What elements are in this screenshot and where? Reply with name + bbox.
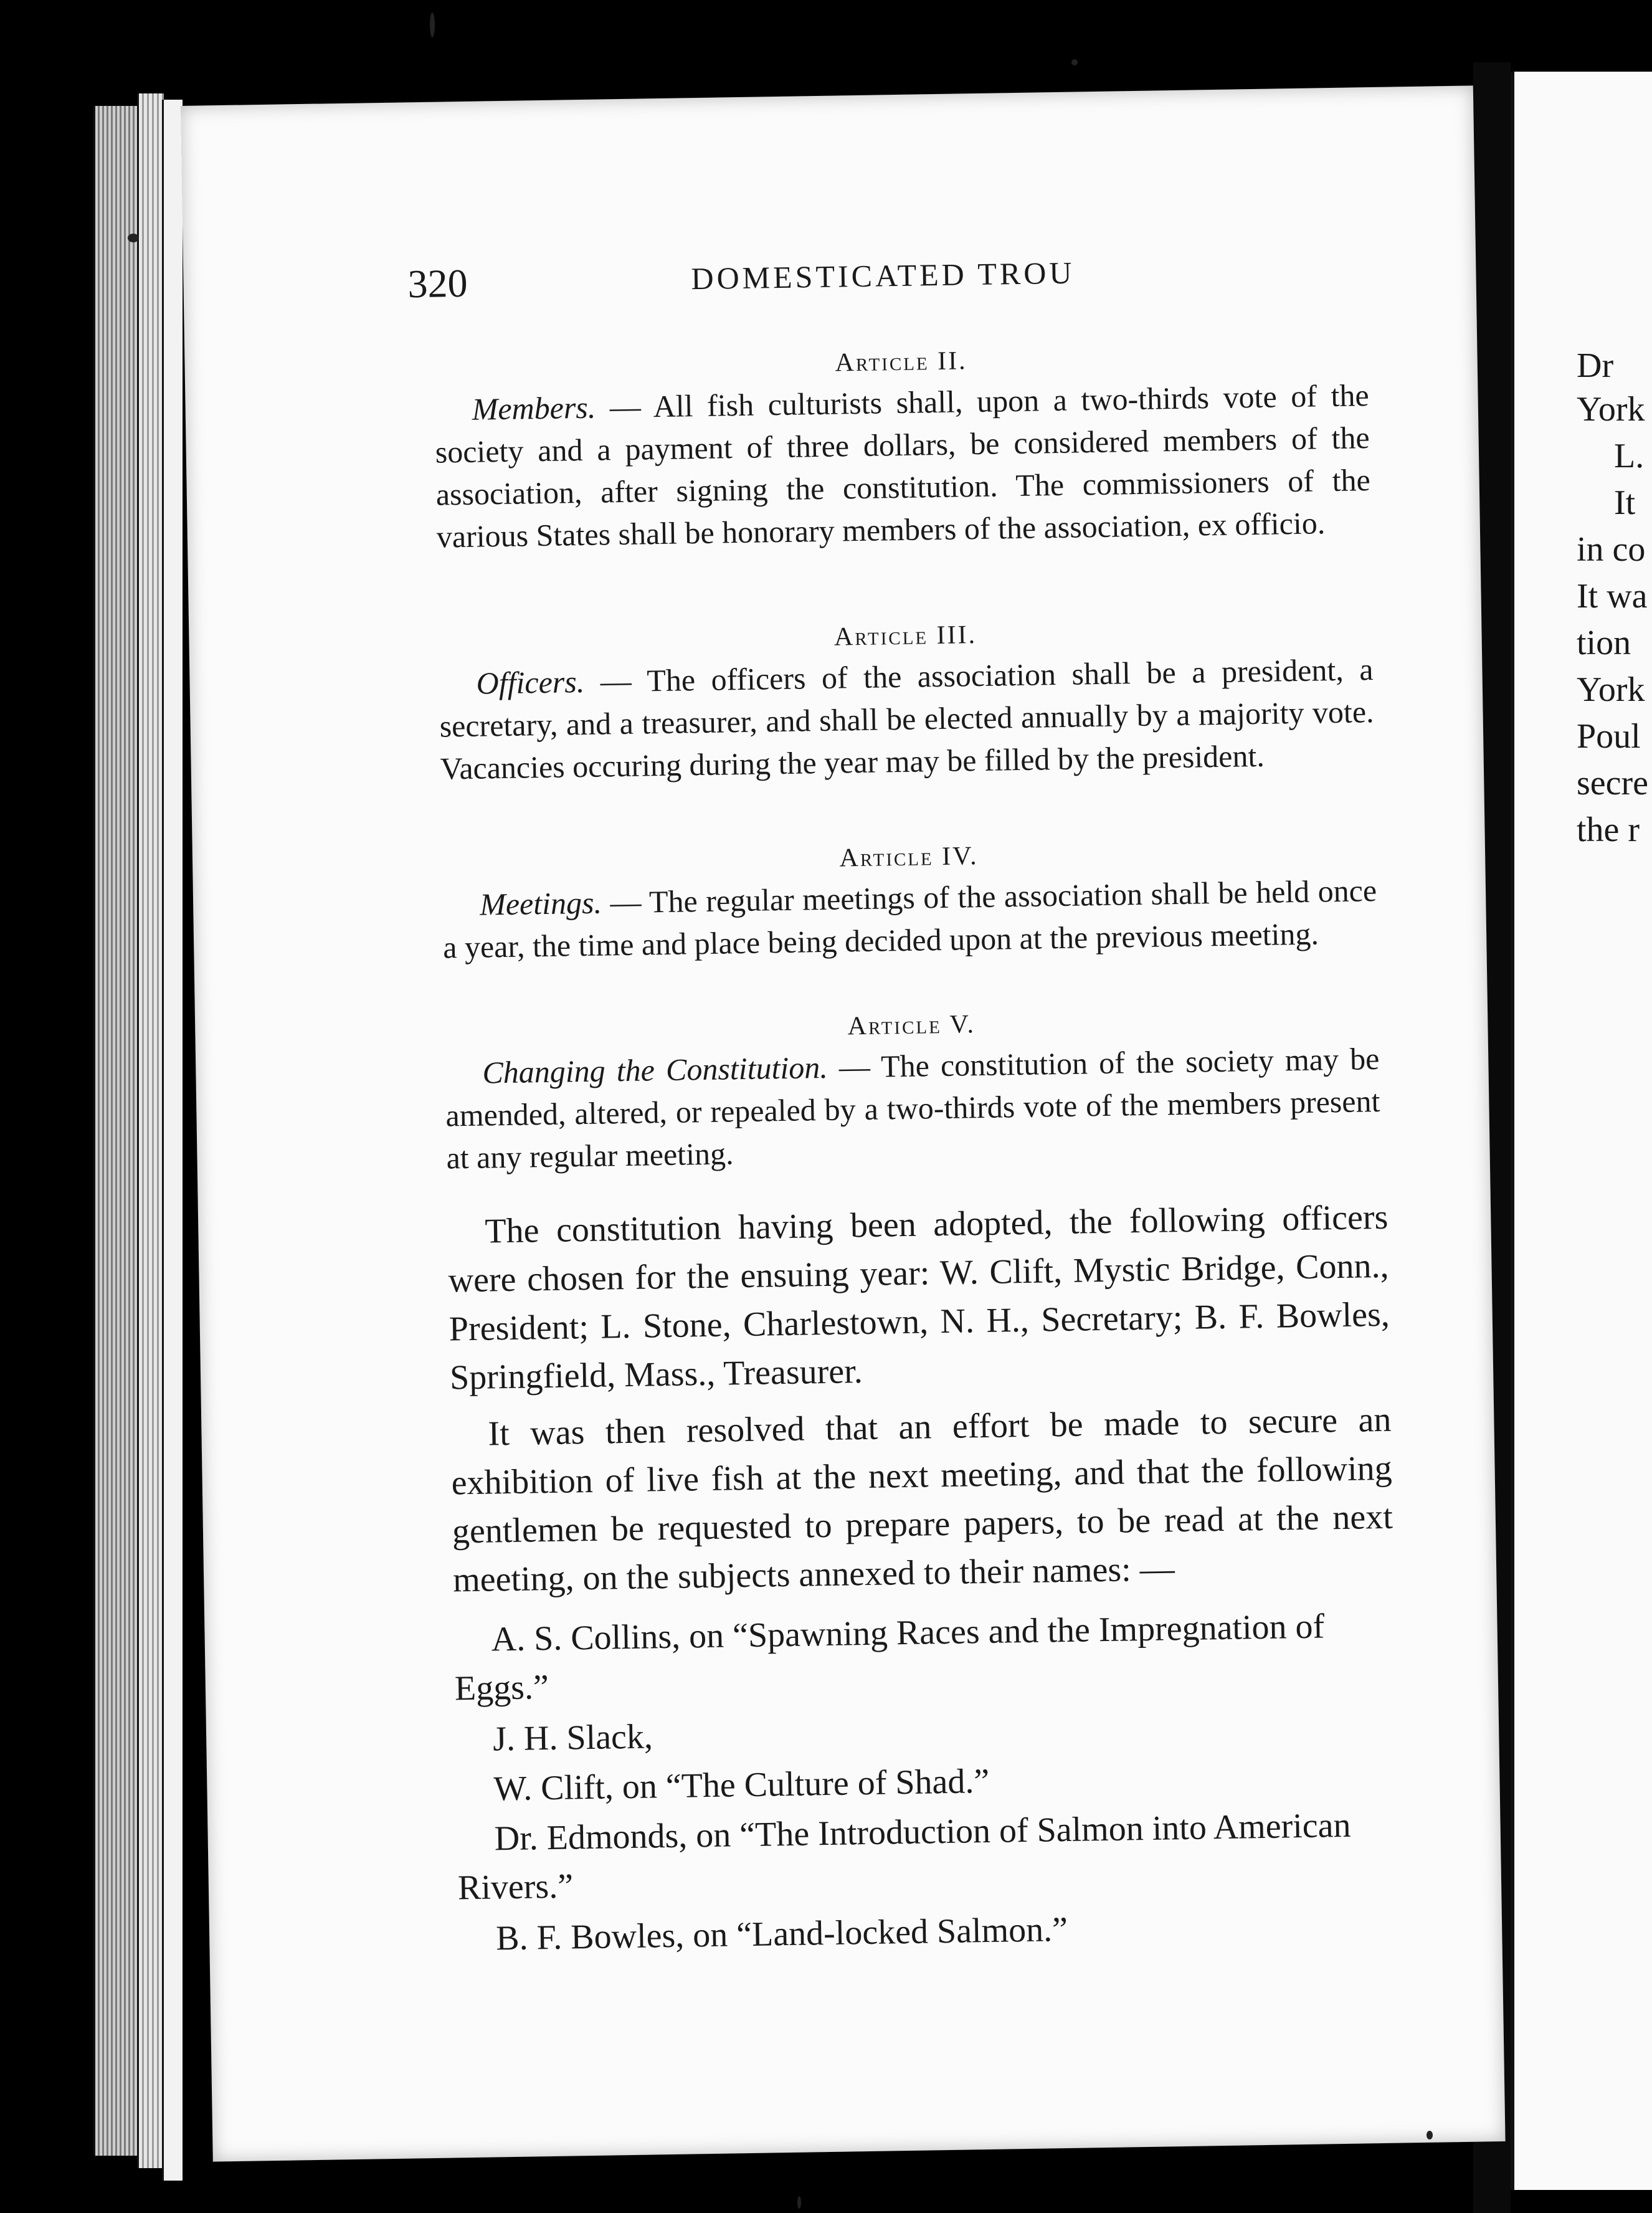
- article-lead: Meetings.: [479, 885, 602, 922]
- right-page-line: L.: [1614, 437, 1645, 475]
- right-page-line: York: [1577, 390, 1645, 429]
- right-page-line: secre: [1577, 764, 1649, 802]
- article-text: — The officers of the association shall be a president, a secretary, and a treasurer, and shall be elected annually by a majority vote. Vacancies occuring during the year may be filled by the president.: [439, 652, 1374, 786]
- paper-list-item: Dr. Edmonds, on “The Introduction of Salmon into American Rivers.”: [457, 1806, 1351, 1908]
- article-lead: Changing the Constitution.: [482, 1049, 828, 1090]
- right-page-line: tion: [1577, 624, 1631, 662]
- scan-speck: [430, 12, 435, 37]
- right-page-line: Poul: [1577, 717, 1641, 756]
- page-edges: [137, 93, 164, 2168]
- page-edges: [162, 100, 183, 2181]
- article-heading: Article IV.: [839, 842, 979, 873]
- body-paragraph: The constitution having been adopted, the following officers were chosen for the ensuing year: W. Clift, Mystic Bridge, Conn., President; L. Stone, Charlestown, N. H., Secretary; B. F. Bowles, Springfield, Mass., Treasurer.: [448, 1197, 1390, 1397]
- article-text: — The constitution of the society may be amended, altered, or repealed by a two-thirds vote of the members present at any regular meeting.: [445, 1040, 1380, 1176]
- scan-speck: [797, 2196, 801, 2209]
- article-heading: Article V.: [847, 1010, 976, 1041]
- article-paragraph: [434, 374, 1371, 558]
- body-paragraph: It was then resolved that an effort be made to secure an exhibition of live fish at the next meeting, and that the following gentlemen be requested to prepare papers, to be read at the next meeting, on the subjects annexed to their names: —: [451, 1400, 1393, 1600]
- scan-speck: [1071, 59, 1078, 65]
- article-text: — The regular meetings of the association shall be held once a year, the time and place being decided upon at the previous meeting.: [442, 873, 1377, 965]
- paper-list-item: A. S. Collins, on “Spawning Races and the Impregnation of Eggs.”: [454, 1607, 1325, 1708]
- article-lead: Members.: [472, 389, 596, 427]
- page-edges: [93, 106, 139, 2156]
- right-page: [1511, 72, 1652, 2190]
- right-page-line: It: [1614, 483, 1636, 522]
- article-lead: Officers.: [476, 664, 585, 701]
- article-paragraph: [442, 869, 1378, 969]
- right-page-line: York: [1577, 670, 1645, 709]
- left-page: [181, 85, 1506, 2161]
- right-page-line: It wa: [1577, 577, 1648, 616]
- page-number: 320: [407, 260, 468, 307]
- paper-list-item: J. H. Slack,: [492, 1717, 653, 1759]
- article-heading: Article II.: [835, 346, 967, 378]
- article-paragraph: [439, 648, 1375, 790]
- right-page-line: the r: [1577, 811, 1640, 849]
- running-head: [407, 245, 1467, 308]
- scan-speck: [128, 234, 139, 242]
- scan-speck: [1427, 2131, 1433, 2139]
- paper-list-item: B. F. Bowles, on “Land-locked Salmon.”: [495, 1910, 1068, 1958]
- paper-list-item: W. Clift, on “The Culture of Shad.”: [493, 1761, 990, 1809]
- right-page-line: in co: [1577, 530, 1646, 569]
- article-heading: Article III.: [833, 621, 977, 652]
- running-title: DOMESTICATED TROU: [691, 255, 1075, 297]
- right-page-line: Dr: [1577, 346, 1614, 385]
- article-paragraph: [445, 1037, 1381, 1179]
- article-text: — All fish culturists shall, upon a two-thirds vote of the society and a payment of three dollars, be considered members of the association, after signing the constitution. The commissioners of the various States shall be honorary members of the association, ex officio.: [435, 378, 1371, 554]
